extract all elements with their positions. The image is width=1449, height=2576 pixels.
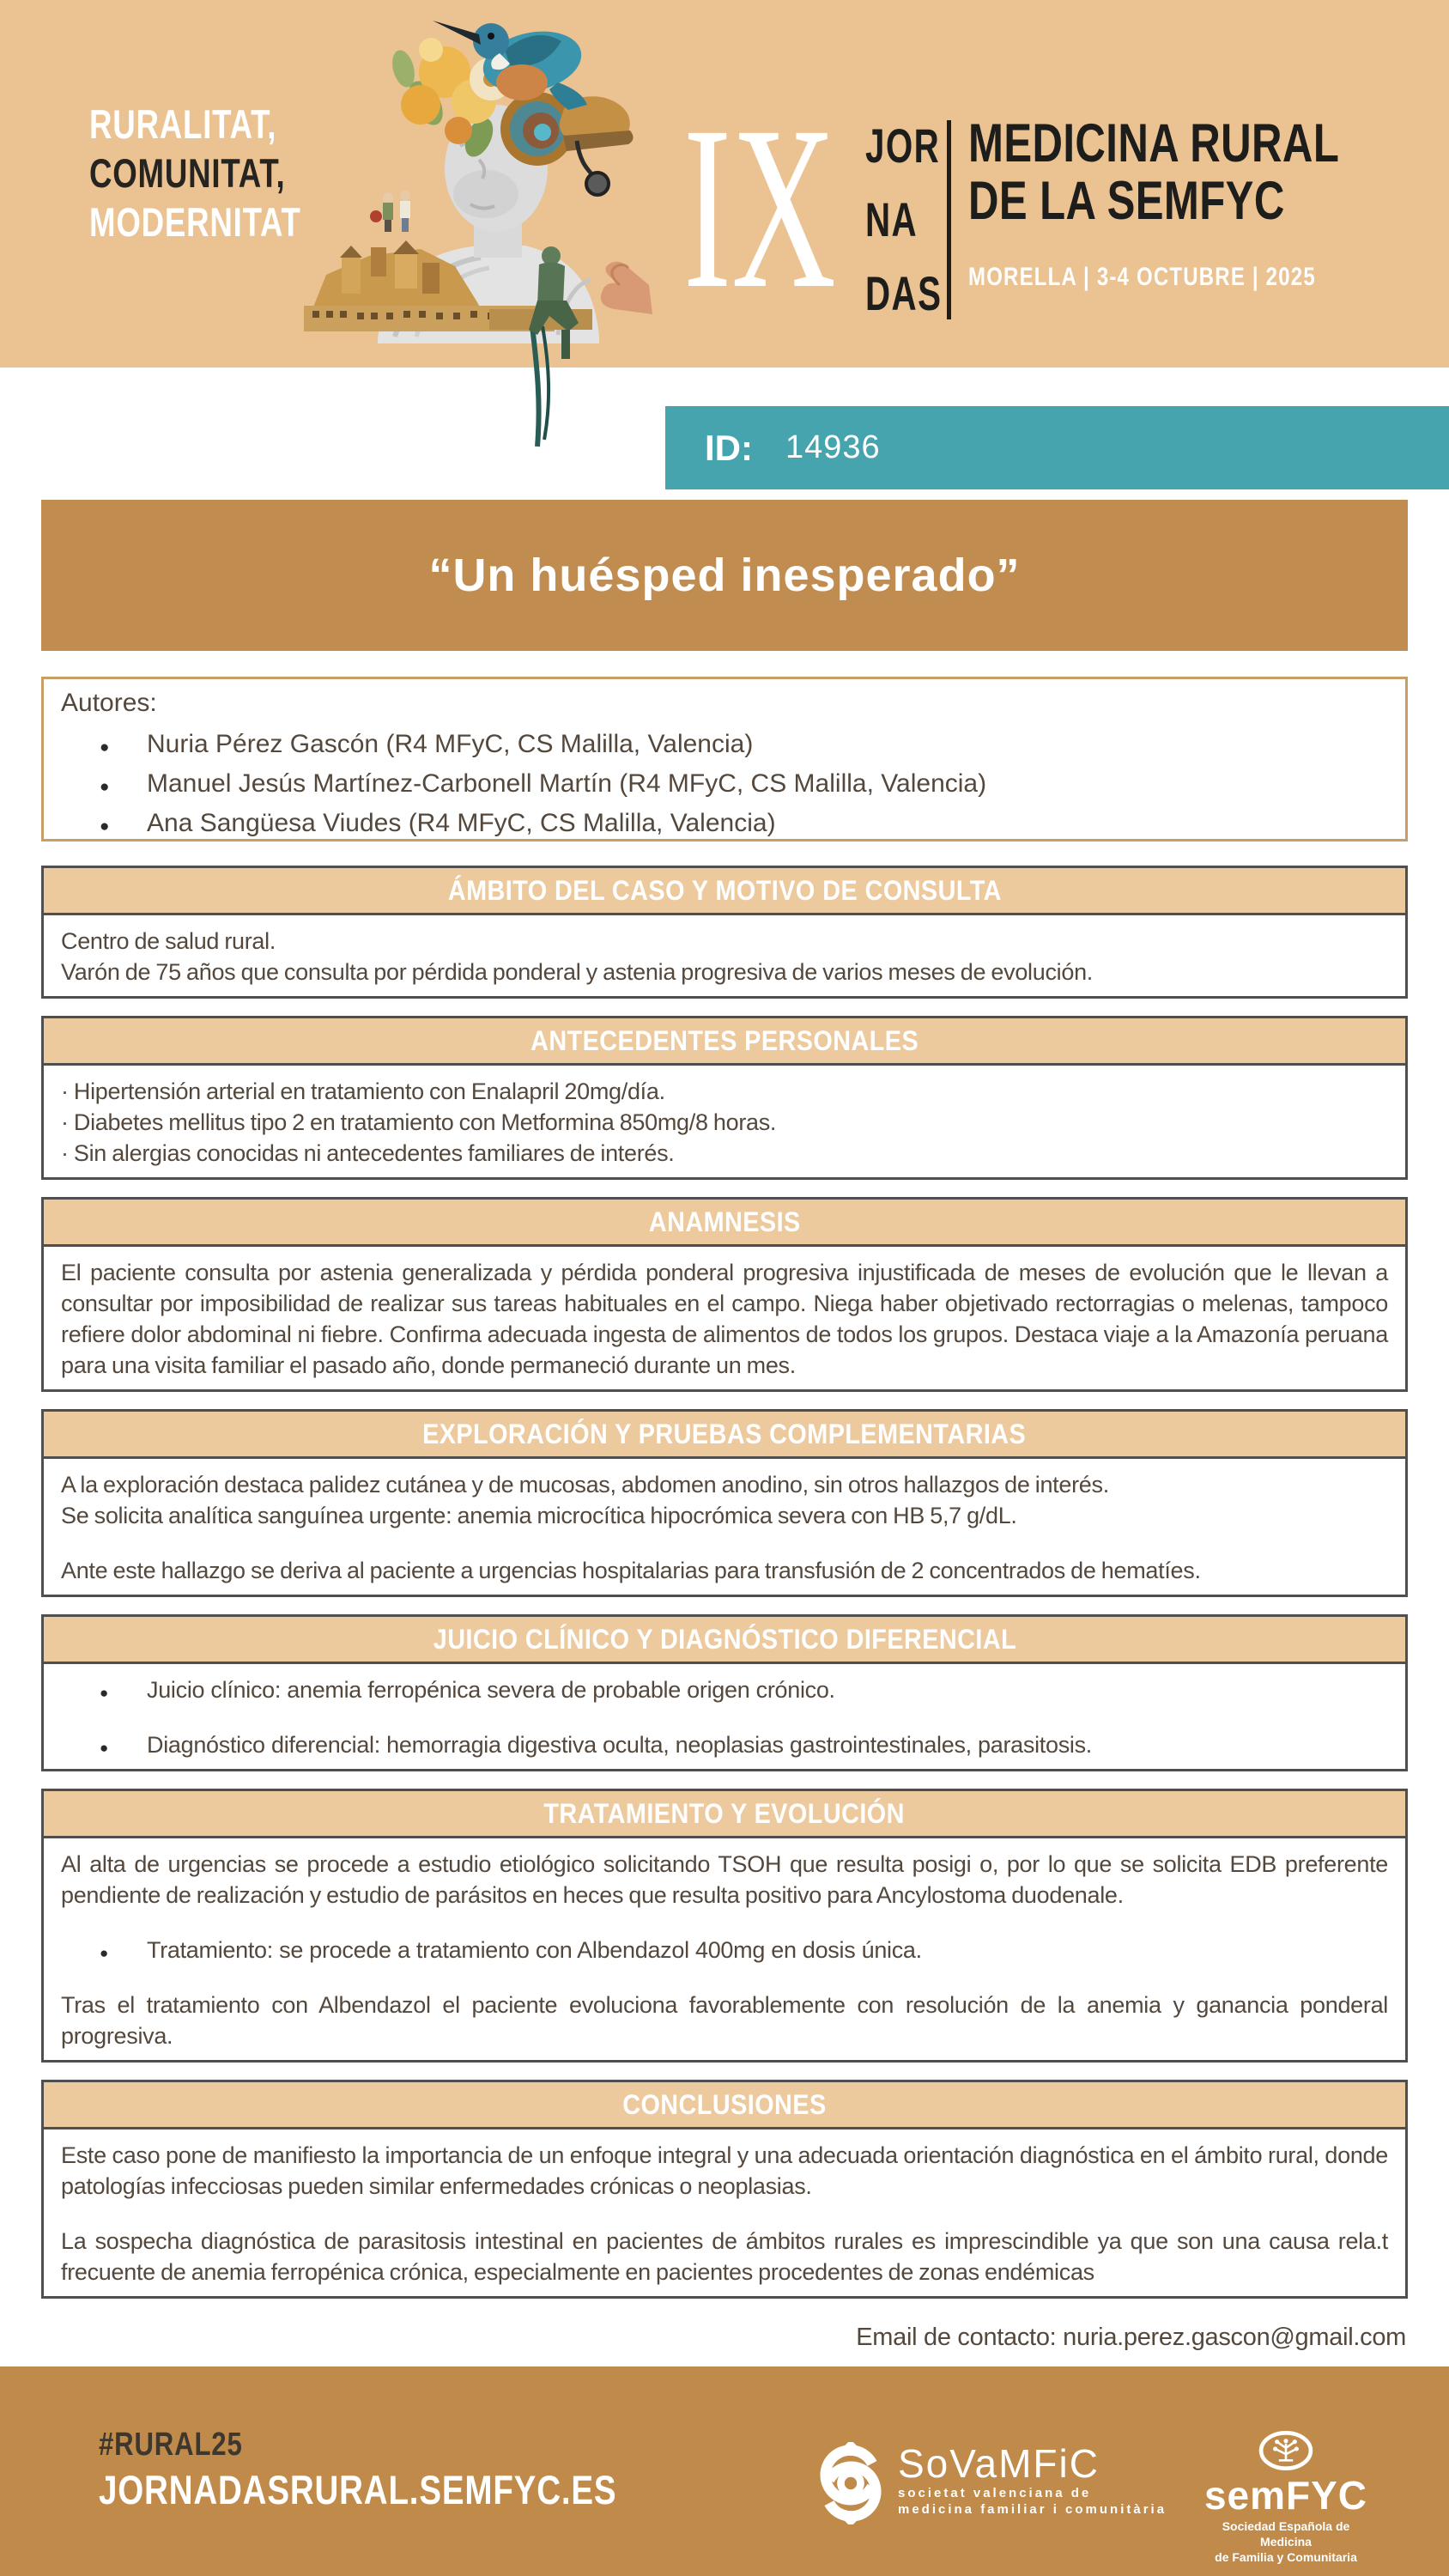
author-item (100, 731, 1388, 758)
section-title: EXPLORACIÓN Y PRUEBAS COMPLEMENTARIAS (422, 1418, 1027, 1449)
section-paragraph: Se solicita analítica sanguínea urgente: anemia microcítica hipocrómica severa con HB 5,7 g/dL. (61, 1503, 1017, 1528)
bullet-icon: ● (100, 778, 110, 796)
section-content-box (41, 1838, 1408, 2063)
bullet-item (100, 1935, 1388, 1965)
footer-website: JORNADASRURAL.SEMFYC.ES (99, 2467, 617, 2512)
section-paragraph: · Hipertensión arterial en tratamiento con Enalapril 20mg/día. (61, 1078, 665, 1104)
jornadas-stack (865, 120, 972, 319)
semfyc-tagline (1200, 2518, 1372, 2565)
author-name: Nuria Pérez Gascón (R4 MFyC, CS Malilla, Valencia) (147, 730, 754, 758)
section-header-bar (41, 1789, 1408, 1838)
bullet-text: Tratamiento: se procede a tratamiento con Albendazol 400mg en dosis única. (147, 1937, 922, 1963)
author-name: Ana Sangüesa Viudes (R4 MFyC, CS Malilla, Valencia) (147, 809, 776, 837)
section-paragraph: Ante este hallazgo se deriva al paciente a urgencias hospitalarias para transfusión de 2 concentrados de hematíes. (61, 1558, 1201, 1583)
semfyc-emblem-icon (1258, 2430, 1313, 2471)
section-exploracion-y-pruebas-complementarias (41, 1409, 1408, 1597)
author-item (100, 770, 1388, 798)
poster-title: “Un huésped inesperado” (428, 550, 1021, 601)
slogan-line-1: RURALITAT, (89, 101, 277, 147)
bullet-icon: ● (100, 738, 110, 756)
section-header-bar (41, 866, 1408, 915)
sovamfic-emblem-icon (817, 2442, 884, 2524)
section-content-box (41, 1066, 1408, 1180)
section-header-bar (41, 1614, 1408, 1664)
section-paragraph: · Sin alergias conocidas ni antecedentes familiares de interés. (61, 1140, 675, 1166)
case-sections (41, 866, 1408, 2316)
section-header-bar (41, 1197, 1408, 1247)
semfyc-tagline-1: Sociedad Española de Medicina (1222, 2519, 1350, 2549)
jornadas-syllable: NA (865, 192, 919, 246)
blank-line (61, 2202, 1388, 2226)
bullet-text: Juicio clínico: anemia ferropénica severa de probable origen crónico. (147, 1677, 835, 1703)
section-paragraph: Centro de salud rural. (61, 928, 276, 954)
section-title: JUICIO CLÍNICO Y DIAGNÓSTICO DIFERENCIAL (433, 1623, 1016, 1655)
section-antecedentes-personales (41, 1016, 1408, 1180)
section-paragraph: Este caso pone de manifiesto la importancia de un enfoque integral y una adecuada orientación diagnóstica en el ámbito rural, donde patologías infecciosas pueden similar enfermedades crónicas o neoplasias. (61, 2142, 1388, 2199)
poster-title-bar (41, 500, 1408, 651)
section-anamnesis (41, 1197, 1408, 1392)
bullet-icon: ● (100, 817, 110, 835)
author-item (100, 810, 1388, 837)
slogan-line-2: COMUNITAT, (89, 150, 286, 196)
bullet-text: Diagnóstico diferencial: hemorragia digestiva oculta, neoplasias gastrointestinales, parasitosis. (147, 1732, 1093, 1758)
section-ambito-del-caso-y-motivo-de-consulta (41, 866, 1408, 999)
authors-list (61, 731, 1388, 837)
section-paragraph: El paciente consulta por astenia generalizada y pérdida ponderal progresiva injustificada de meses de evolución que le llevan a consultar por imposibilidad de realizar sus tareas habituales en el campo. Niega haber objetivado rectorragias o melenas, tampoco refiere dolor abdominal ni fiebre. Confirma adecuada ingesta de alimentos de todos los grupos. Destaca viaje a la Amazonía peruana para una visita familiar el pasado año, donde permaneció durante un mes. (61, 1260, 1388, 1378)
section-paragraph: Tras el tratamiento con Albendazol el paciente evoluciona favorablemente con resolución de la anemia y ganancia ponderal progresiva. (61, 1992, 1388, 2049)
section-juicio-clinico-y-diagnostico-diferencial (41, 1614, 1408, 1771)
event-title-line-2: DE LA SEMFYC (968, 171, 1285, 231)
footer-hashtag: #RURAL25 (99, 2427, 243, 2463)
section-paragraph: Varón de 75 años que consulta por pérdida ponderal y astenia progresiva de varios meses de evolución. (61, 959, 1093, 985)
section-title: ANAMNESIS (648, 1206, 801, 1237)
event-title (968, 115, 1444, 292)
sovamfic-logo (817, 2442, 1167, 2524)
slogan-line-3: MODERNITAT (89, 199, 301, 245)
section-content-box (41, 1459, 1408, 1597)
bullet-icon: ● (100, 1740, 109, 1756)
logo-divider (947, 120, 951, 319)
section-content-box (41, 1664, 1408, 1771)
section-header-bar (41, 1016, 1408, 1066)
section-tratamiento-y-evolucion (41, 1789, 1408, 2063)
author-name: Manuel Jesús Martínez-Carbonell Martín (R4 MFyC, CS Malilla, Valencia) (147, 769, 987, 798)
section-title: TRATAMIENTO Y EVOLUCIÓN (543, 1797, 906, 1829)
event-banner (0, 0, 1449, 368)
contact-email: Email de contacto: nuria.perez.gascon@gmail.com (856, 2324, 1406, 2351)
section-header-bar (41, 1409, 1408, 1459)
section-content-box (41, 2129, 1408, 2299)
sovamfic-tagline-2: medicina familiar i comunitària (898, 2502, 1167, 2517)
section-title: ANTECEDENTES PERSONALES (530, 1024, 919, 1056)
id-label: ID: (705, 427, 753, 468)
section-header-bar (41, 2080, 1408, 2129)
section-paragraph: Al alta de urgencias se procede a estudio etiológico solicitando TSOH que resulta posigi o, por lo que se solicita EDB preferente pendiente de realización y estudio de parásitos en heces que resulta positivo para Ancylostoma duodenale. (61, 1851, 1388, 1908)
blank-line (61, 1911, 1388, 1935)
authors-label: Autores: (61, 689, 157, 717)
blank-line (61, 1965, 1388, 1990)
semfyc-logo (1200, 2430, 1372, 2565)
section-paragraph: · Diabetes mellitus tipo 2 en tratamiento con Metformina 850mg/8 horas. (61, 1109, 777, 1135)
event-title-line-1: MEDICINA RURAL (968, 113, 1340, 173)
blank-line (61, 1531, 1388, 1555)
collage-artwork-statue-bird-flowers (275, 0, 652, 481)
section-content-box (41, 1247, 1408, 1392)
sovamfic-name: SoVaMFiC (898, 2441, 1100, 2486)
section-content-box (41, 915, 1408, 999)
event-venue-date: MORELLA | 3-4 OCTUBRE | 2025 (968, 263, 1316, 291)
sovamfic-tagline-1: societat valenciana de (898, 2486, 1092, 2500)
submission-id-bar (665, 406, 1449, 489)
authors-box (41, 677, 1408, 841)
id-value: 14936 (785, 429, 881, 465)
semfyc-name: semFYC (1203, 2473, 1368, 2518)
bullet-icon: ● (100, 1685, 109, 1701)
jornadas-syllable: DAS (865, 266, 943, 320)
jornadas-syllable: JOR (865, 118, 941, 173)
edition-numeral: IX (683, 78, 836, 337)
blank-line (61, 1705, 1388, 1729)
semfyc-tagline-2: de Familia y Comunitaria (1215, 2550, 1357, 2564)
section-title: CONCLUSIONES (622, 2088, 827, 2120)
section-paragraph: A la exploración destaca palidez cutánea y de mucosas, abdomen anodino, sin otros hallazgos de interés. (61, 1472, 1109, 1498)
section-conclusiones (41, 2080, 1408, 2299)
section-paragraph: La sospecha diagnóstica de parasitosis intestinal en pacientes de ámbitos rurales es imprescindible ya que son una causa rela.t frecuente de anemia ferropénica crónica, especialmente en pacientes procedentes de zonas endémicas (61, 2228, 1388, 2285)
bullet-item (100, 1674, 1388, 1705)
bullet-item (100, 1729, 1388, 1760)
section-title: ÁMBITO DEL CASO Y MOTIVO DE CONSULTA (447, 874, 1002, 906)
bullet-icon: ● (100, 1945, 109, 1961)
